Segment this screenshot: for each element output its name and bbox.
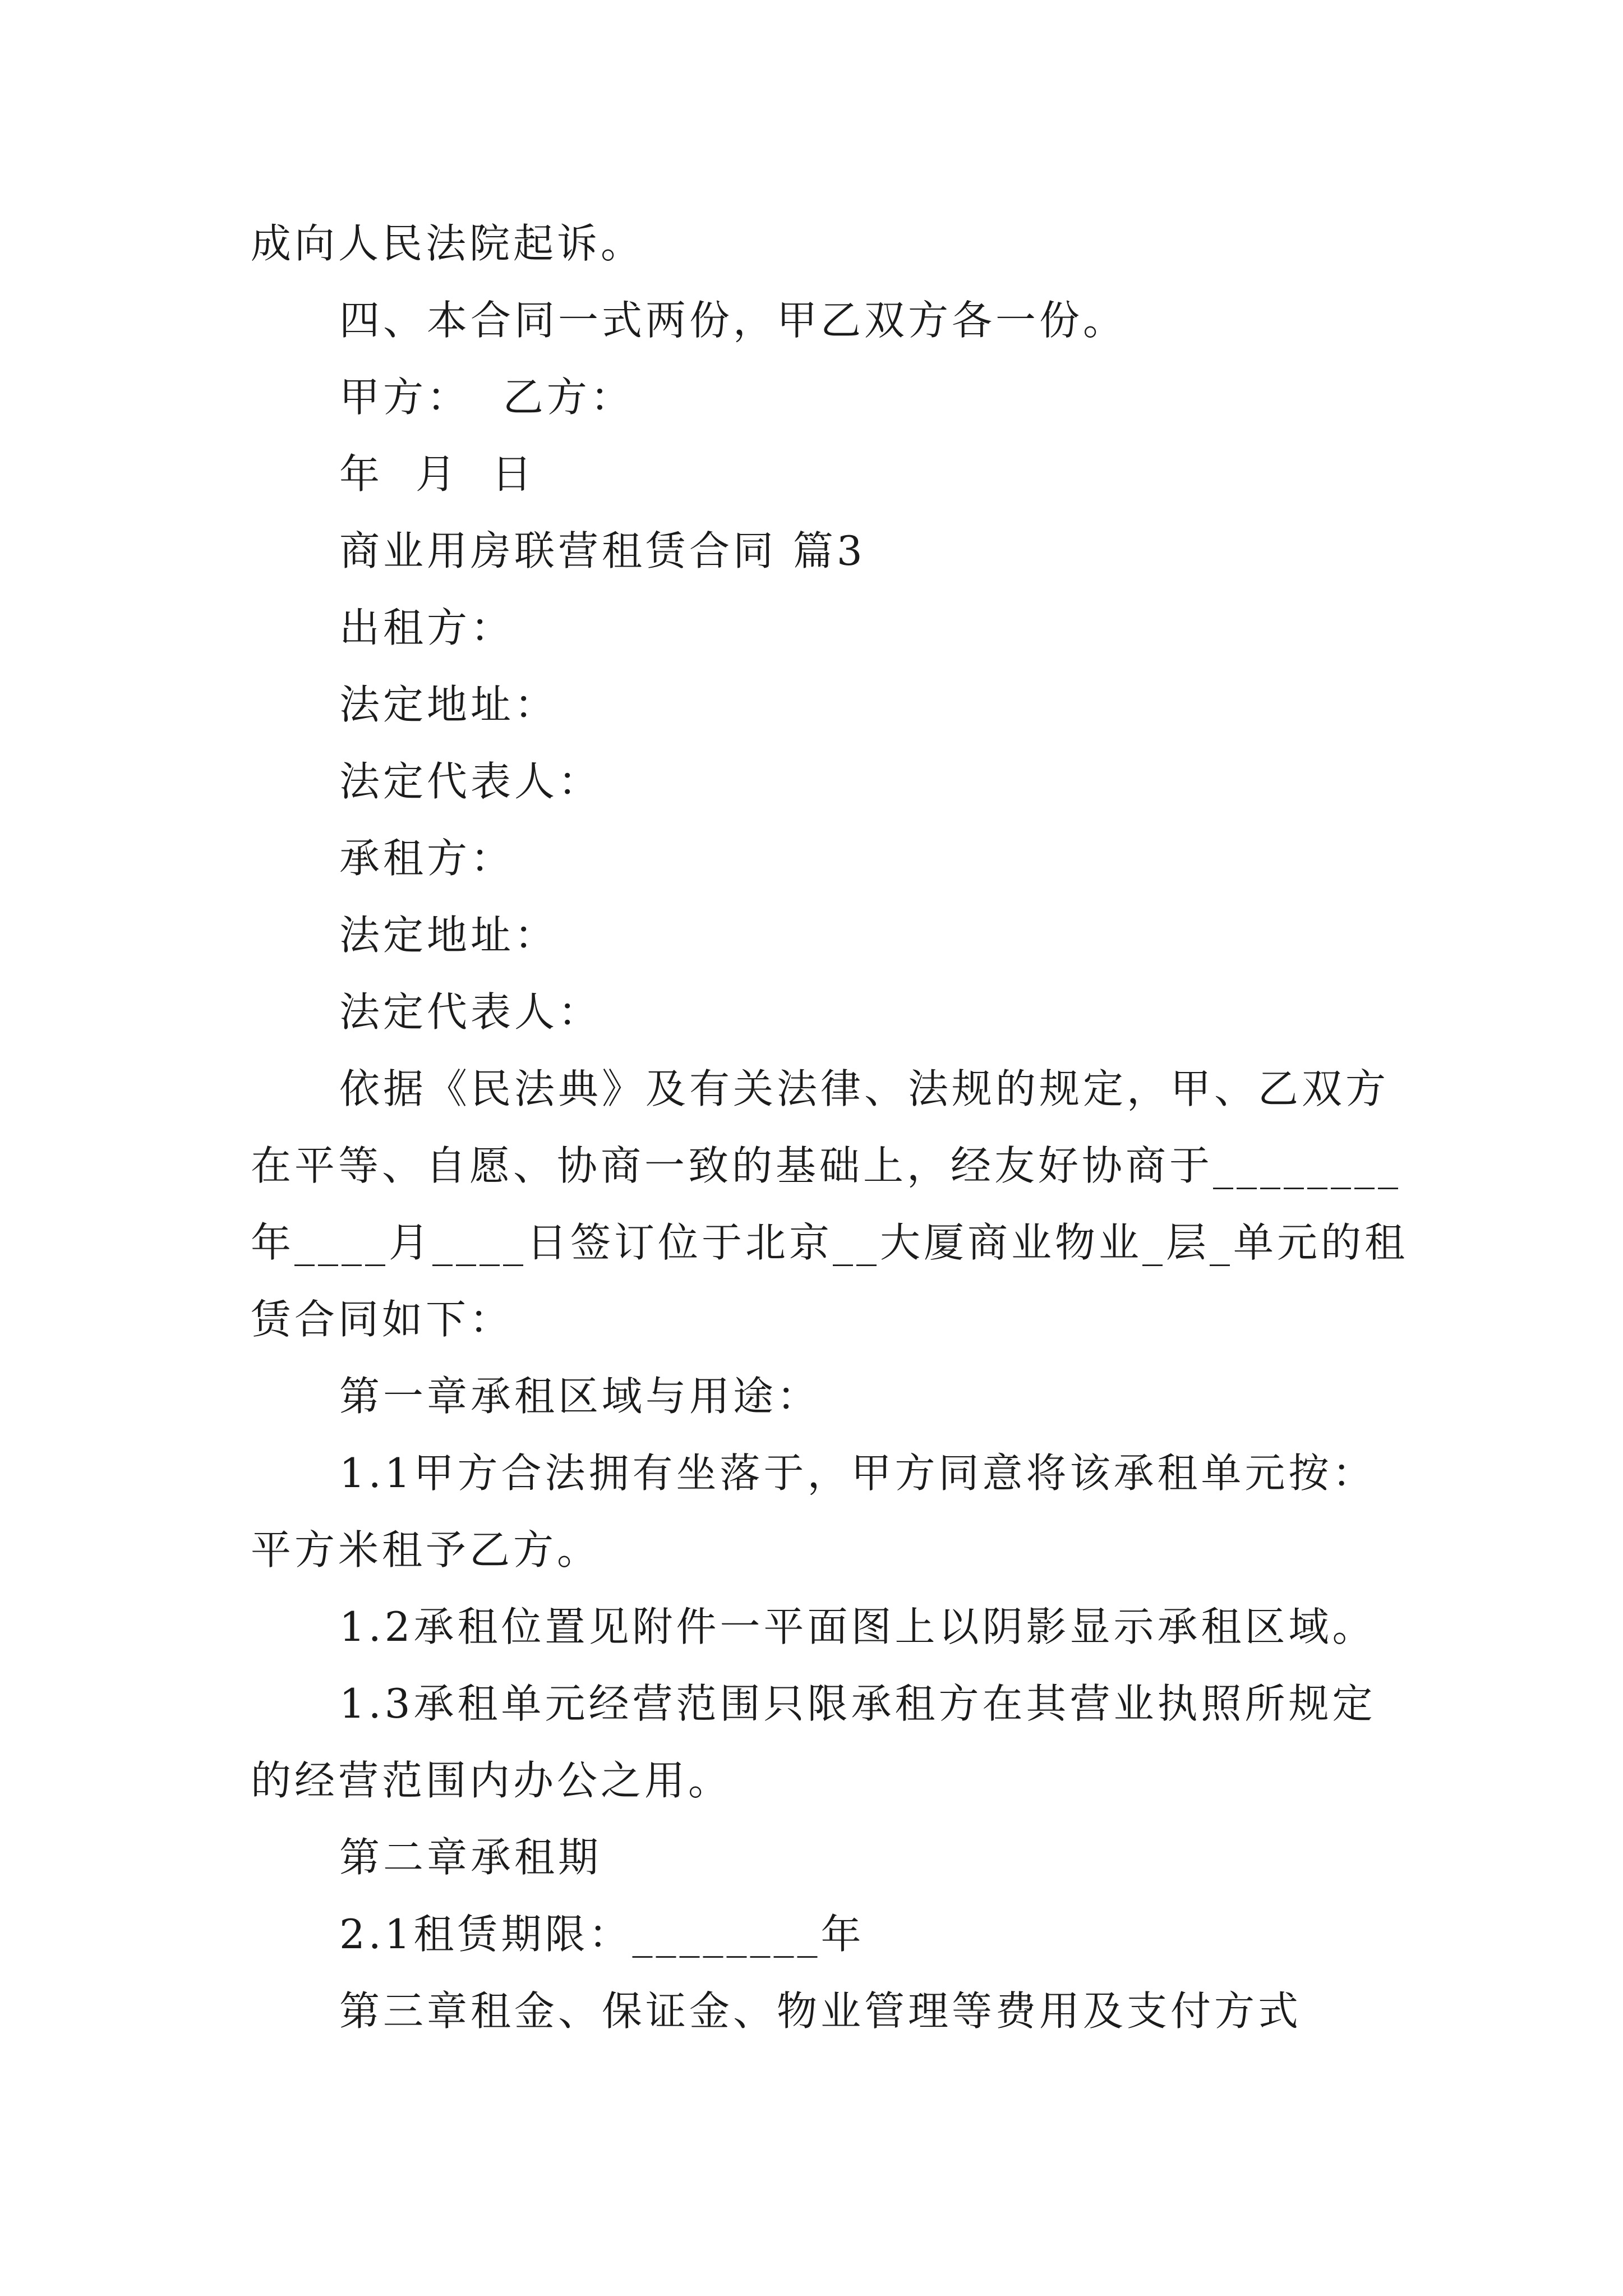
lessee-representative-label: 法定代表人： bbox=[339, 988, 602, 1036]
signature-parties: 甲方： 乙方： bbox=[339, 374, 634, 421]
document-page bbox=[251, 205, 1428, 2050]
lessor-representative-label: 法定代表人： bbox=[339, 758, 602, 805]
lessor-address-label: 法定地址： bbox=[339, 681, 559, 728]
preamble-line: 依据《民法典》及有关法律、法规的规定，甲、乙双方 bbox=[339, 1065, 1390, 1112]
section-title: 商业用房联营租赁合同 篇3 bbox=[339, 527, 866, 574]
signature-date: 年 月 日 bbox=[339, 450, 536, 498]
clause-line: 2.1租赁期限：________年 bbox=[339, 1911, 865, 1958]
chapter-heading: 第二章承租期 bbox=[339, 1834, 602, 1881]
preamble-line: 年____月____日签订位于北京__大厦商业物业_层_单元的租 bbox=[251, 1219, 1409, 1266]
clause-line: 的经营范围内办公之用。 bbox=[251, 1757, 732, 1804]
preamble-line: 在平等、自愿、协商一致的基础上，经友好协商于________ bbox=[251, 1142, 1402, 1189]
paragraph-continuation: 成向人民法院起诉。 bbox=[251, 220, 645, 267]
clause-line: 1.3承租单元经营范围只限承租方在其营业执照所规定 bbox=[339, 1680, 1376, 1727]
preamble-line: 赁合同如下： bbox=[251, 1296, 514, 1343]
clause-line: 1.1甲方合法拥有坐落于，甲方同意将该承租单元按： bbox=[339, 1450, 1376, 1497]
chapter-heading: 第三章租金、保证金、物业管理等费用及支付方式 bbox=[339, 1987, 1302, 2035]
lessee-label: 承租方： bbox=[339, 835, 515, 882]
clause-line: 平方米租予乙方。 bbox=[251, 1526, 601, 1573]
lessor-label: 出租方： bbox=[339, 604, 515, 651]
clause-copies: 四、本合同一式两份，甲乙双方各一份。 bbox=[339, 297, 1127, 344]
clause-line: 1.2承租位置见附件一平面图上以阴影显示承租区域。 bbox=[339, 1603, 1376, 1650]
lessee-address-label: 法定地址： bbox=[339, 912, 559, 959]
chapter-heading: 第一章承租区域与用途： bbox=[339, 1373, 821, 1420]
